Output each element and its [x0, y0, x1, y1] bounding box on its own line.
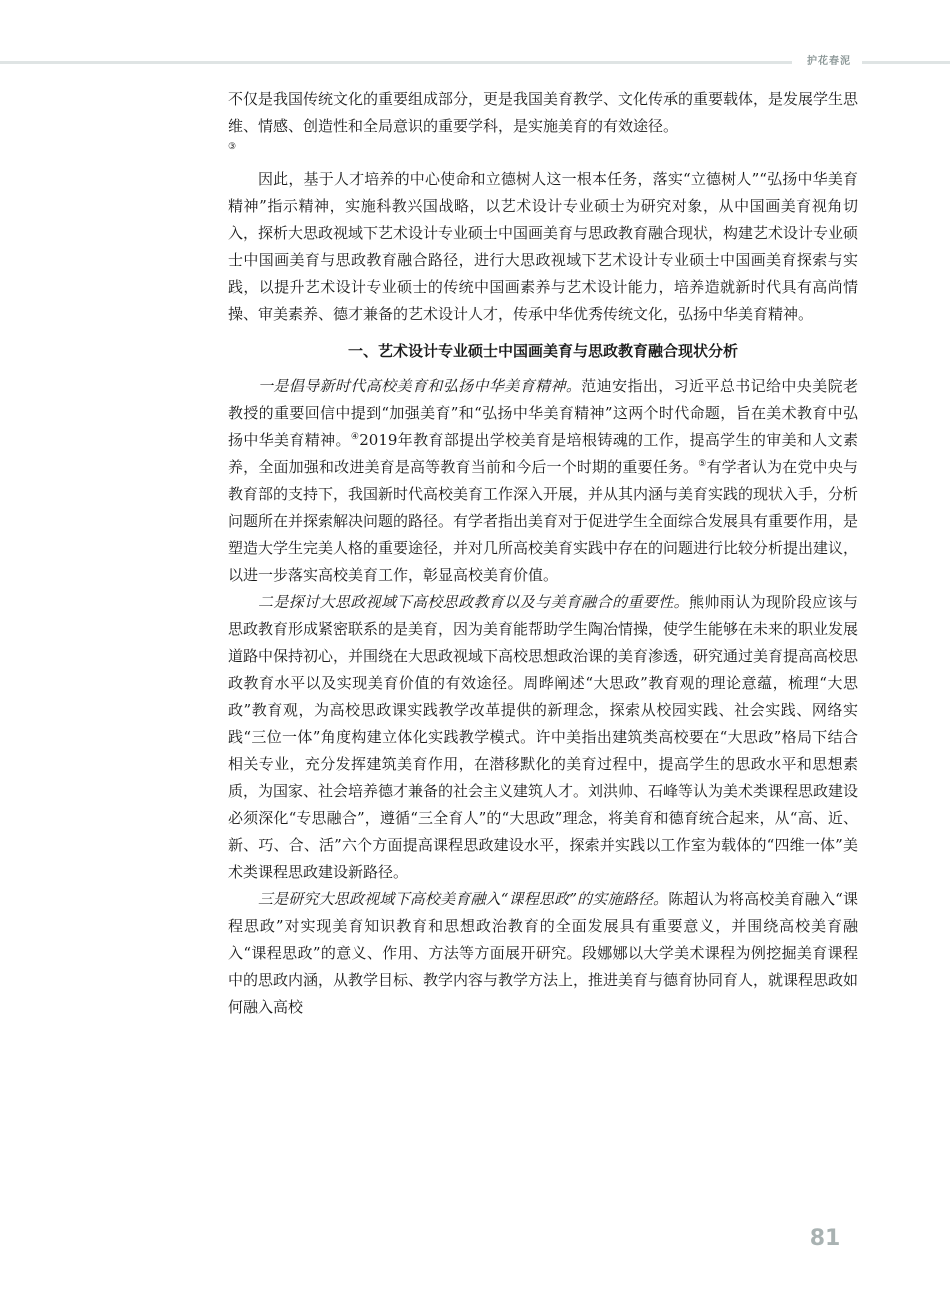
point-three-lead: 三是研究大思政视域下高校美育融入“课程思政”的实施路径。	[258, 890, 669, 908]
paragraph-point-one	[228, 373, 858, 589]
point-one-text-c: 有学者认为在党中央与教育部的支持下，我国新时代高校美育工作深入开展，并从其内涵与美育实践的现状入手，分析问题所在并探索解决问题的路径。有学者指出美育对于促进学生全面综合发展具有重要作用，是塑造大学生完美人格的重要途径，并对几所高校美育实践中存在的问题进行比较分析提出建议，以进一步落实高校美育工作，彰显高校美育价值。	[228, 458, 859, 584]
footnote-marker-5: ⑤	[698, 459, 707, 469]
intro-paragraph	[228, 86, 858, 154]
point-one-text-a: 范迪安指出，习近平总书记给中央美院老教授的重要回信中提到“加强美育”和“弘扬中华美育精神”这两个时代命题，旨在美术教育中弘扬中华美育精神。	[228, 377, 858, 449]
section-heading: 一、艺术设计专业硕士中国画美育与思政教育融合现状分析	[347, 342, 738, 360]
article-body	[228, 86, 858, 1021]
point-one-text-b: 2019年教育部提出学校美育是培根铸魂的工作，提高学生的审美和人文素养，全面加强和改进美育是高等教育当前和今后一个时期的重要任务。	[228, 431, 858, 476]
footnote-marker-3: ③	[228, 142, 237, 152]
running-head: 护花春泥	[807, 56, 851, 67]
paragraph-point-two	[228, 589, 858, 886]
point-three-text: 陈超认为将高校美育融入“课程思政”对实现美育知识教育和思想政治教育的全面发展具有重要意义，并围绕高校美育融入“课程思政”的意义、作用、方法等方面展开研究。段娜娜以大学美术课程为例挖掘美育课程中的思政内涵，从教学目标、教学内容与教学方法上，推进美育与德育协同育人，就课程思政如何融入高校	[228, 890, 859, 1016]
header-rule-left	[0, 61, 792, 64]
paragraph-objective: 因此，基于人才培养的中心使命和立德树人这一根本任务，落实“立德树人”“弘扬中华美育精神”指示精神，实施科教兴国战略，以艺术设计专业硕士为研究对象，从中国画美育视角切入，探析大思政视域下艺术设计专业硕士中国画美育与思政教育融合现状，构建艺术设计专业硕士中国画美育与思政教育融合路径，进行大思政视域下艺术设计专业硕士中国画美育探索与实践，以提升艺术设计专业硕士的传统中国画素养与艺术设计能力，培养造就新时代具有高尚情操、审美素养、德才兼备的艺术设计人才，传承中华优秀传统文化，弘扬中华美育精神。	[228, 170, 859, 323]
page-number: 81	[809, 1226, 841, 1251]
point-one-lead: 一是倡导新时代高校美育和弘扬中华美育精神。	[258, 377, 582, 395]
header-rule-right	[862, 61, 950, 64]
intro-text: 不仅是我国传统文化的重要组成部分，更是我国美育教学、文化传承的重要载体，是发展学生思维、情感、创造性和全局意识的重要学科，是实施美育的有效途径。	[228, 90, 859, 135]
footnote-marker-4: ④	[350, 432, 360, 442]
point-two-text: 熊帅雨认为现阶段应该与思政教育形成紧密联系的是美育，因为美育能帮助学生陶冶情操，使学生能够在未来的职业发展道路中保持初心，并围绕在大思政视域下高校思想政治课的美育渗透，研究通过美育提高高校思政教育水平以及实现美育价值的有效途径。周晔阐述“大思政”教育观的理论意蕴，梳理“大思政”教育观，为高校思政课实践教学改革提供的新理念，探索从校园实践、社会实践、网络实践“三位一体”角度构建立体化实践教学模式。许中美指出建筑类高校要在“大思政”格局下结合相关专业，充分发挥建筑美育作用，在潜移默化的美育过程中，提高学生的思政水平和思想素质，为国家、社会培养德才兼备的社会主义建筑人才。刘洪帅、石峰等认为美术类课程思政建设必须深化“专思融合”，遵循“三全育人”的“大思政”理念，将美育和德育统合起来，从“高、近、新、巧、合、活”六个方面提高课程思政建设水平，探索并实践以工作室为载体的“四维一体”美术类课程思政建设新路径。	[228, 593, 859, 881]
point-two-lead: 二是探讨大思政视域下高校思政教育以及与美育融合的重要性。	[258, 593, 690, 611]
paragraph-point-three	[228, 886, 858, 1021]
